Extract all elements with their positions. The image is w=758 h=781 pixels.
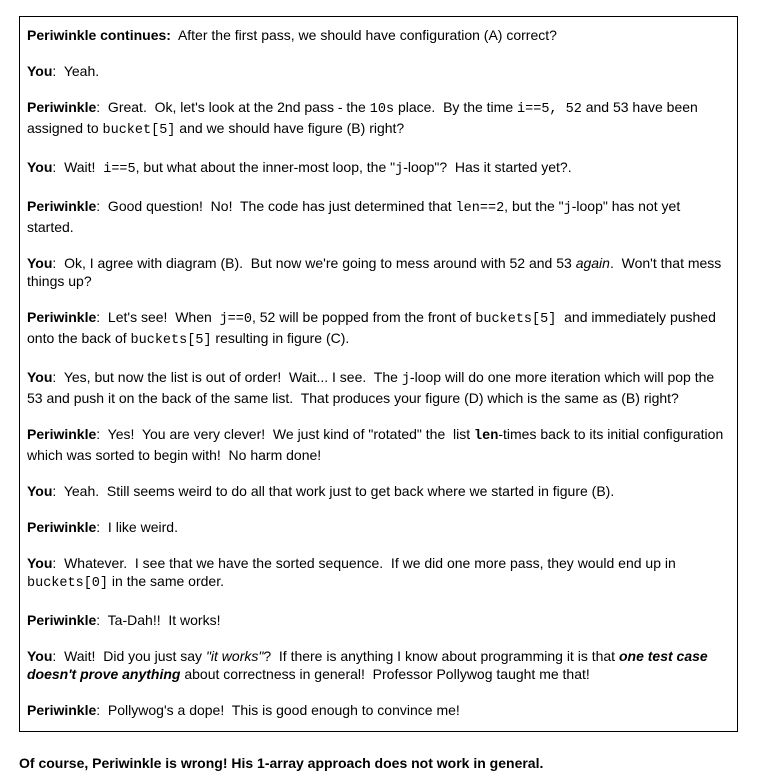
dialogue-paragraph (27, 197, 729, 236)
dialogue-text: After the first pass, we should have configuration (A) correct? (170, 27, 557, 43)
code-snippet: bucket[5] (102, 123, 176, 138)
dialogue-text: -loop will do one more iteration which will pop the 53 and push it on the back of the same list. That produces your figure (D) which is the same as (B) right? (27, 369, 719, 406)
dialogue-text: : Yeah. Still seems weird to do all that work just to get back where we started in figure (B). (52, 483, 615, 499)
code-snippet: i==5, 52 (517, 102, 582, 117)
dialogue-paragraph (27, 254, 729, 290)
dialogue-box (19, 16, 738, 732)
speaker-name: Periwinkle (27, 198, 97, 214)
dialogue-text: and immediately pushed onto the back of (27, 309, 720, 346)
dialogue-text: in the same order. (108, 573, 224, 589)
dialogue-text: , but what about the inner-most loop, the " (135, 159, 396, 175)
dialogue-text: : Whatever. I see that we have the sorted sequence. If we did one more pass, they would end up in (52, 555, 680, 571)
emphasis-text: "it works" (205, 648, 264, 664)
dialogue-text: and 53 have been assigned to (27, 99, 702, 136)
dialogue-text: : Ok, I agree with diagram (B). But now we're going to mess around with 52 and 53 (52, 255, 576, 271)
dialogue-paragraph (27, 611, 729, 629)
dialogue-text: place. By the time (394, 99, 518, 115)
dialogue-text: ? If there is anything I know about programming it is that (263, 648, 619, 664)
dialogue-text: : Yes, but now the list is out of order! Wait... I see. The (52, 369, 402, 385)
dialogue-paragraph (27, 26, 729, 44)
dialogue-text: : Yes! You are very clever! We just kind of "rotated" the list (96, 426, 475, 442)
code-snippet: buckets[0] (27, 576, 109, 591)
speaker-name: Periwinkle (27, 519, 97, 535)
speaker-name: You (27, 255, 53, 271)
code-snippet: 10s (369, 102, 395, 117)
dialogue-text: : Yeah. (52, 63, 100, 79)
dialogue-text: -loop"? Has it started yet?. (403, 159, 572, 175)
dialogue-text: : Wait! (52, 159, 104, 175)
dialogue-text: resulting in figure (C). (211, 330, 350, 346)
dialogue-text: -loop" has not yet started. (27, 198, 685, 235)
dialogue-paragraph (27, 647, 729, 683)
dialogue-text: , 52 will be popped from the front of (251, 309, 476, 325)
dialogue-text: about correctness in general! Professor Pollywog taught me that! (180, 666, 590, 682)
dialogue-text: : Good question! No! The code has just determined that (96, 198, 456, 214)
dialogue-paragraph (27, 701, 729, 719)
code-snippet: j (401, 372, 410, 387)
dialogue-paragraph (27, 158, 729, 179)
dialogue-text: : I like weird. (96, 519, 178, 535)
code-snippet: j (395, 162, 404, 177)
speaker-name: Periwinkle (27, 702, 97, 718)
speaker-name: You (27, 63, 53, 79)
speaker-name: Periwinkle (27, 99, 97, 115)
dialogue-text: , but the " (504, 198, 564, 214)
code-snippet: buckets[5] (475, 312, 557, 327)
speaker-name: You (27, 648, 53, 664)
emphasis-text: again (575, 255, 610, 271)
speaker-name: You (27, 159, 53, 175)
dialogue-paragraph (27, 368, 729, 407)
speaker-name: You (27, 483, 53, 499)
dialogue-text: : Let's see! When (96, 309, 220, 325)
dialogue-text: : Great. Ok, let's look at the 2nd pass - the (96, 99, 370, 115)
dialogue-paragraph (27, 98, 729, 140)
code-snippet: j==0 (219, 312, 252, 327)
dialogue-text: and we should have figure (B) right? (175, 120, 405, 136)
speaker-name: Periwinkle continues: (27, 27, 171, 43)
code-snippet: len (474, 429, 499, 444)
speaker-name: Periwinkle (27, 426, 97, 442)
dialogue-paragraph (27, 425, 729, 464)
dialogue-text: : Pollywog's a dope! This is good enough to convince me! (96, 702, 460, 718)
dialogue-paragraph (27, 554, 729, 593)
dialogue-text: . Won't that mess things up? (27, 255, 726, 289)
conclusion-text: Of course, Periwinkle is wrong! His 1-array approach does not work in general. (19, 755, 544, 771)
dialogue-paragraph (27, 62, 729, 80)
speaker-name: You (27, 369, 53, 385)
code-snippet: i==5 (103, 162, 136, 177)
dialogue-text: -times back to its initial configuration which was sorted to begin with! No harm done! (27, 426, 728, 463)
code-snippet: j (563, 201, 572, 216)
speaker-name: You (27, 555, 53, 571)
dialogue-paragraph (27, 518, 729, 536)
dialogue-text: : Ta-Dah!! It works! (96, 612, 221, 628)
emphasis-text: one test case doesn't prove anything (27, 648, 712, 682)
speaker-name: Periwinkle (27, 309, 97, 325)
code-snippet: buckets[5] (130, 333, 212, 348)
code-snippet: len==2 (455, 201, 505, 216)
dialogue-paragraph (27, 308, 729, 350)
speaker-name: Periwinkle (27, 612, 97, 628)
dialogue-text: : Wait! Did you just say (52, 648, 206, 664)
dialogue-paragraph (27, 482, 729, 500)
